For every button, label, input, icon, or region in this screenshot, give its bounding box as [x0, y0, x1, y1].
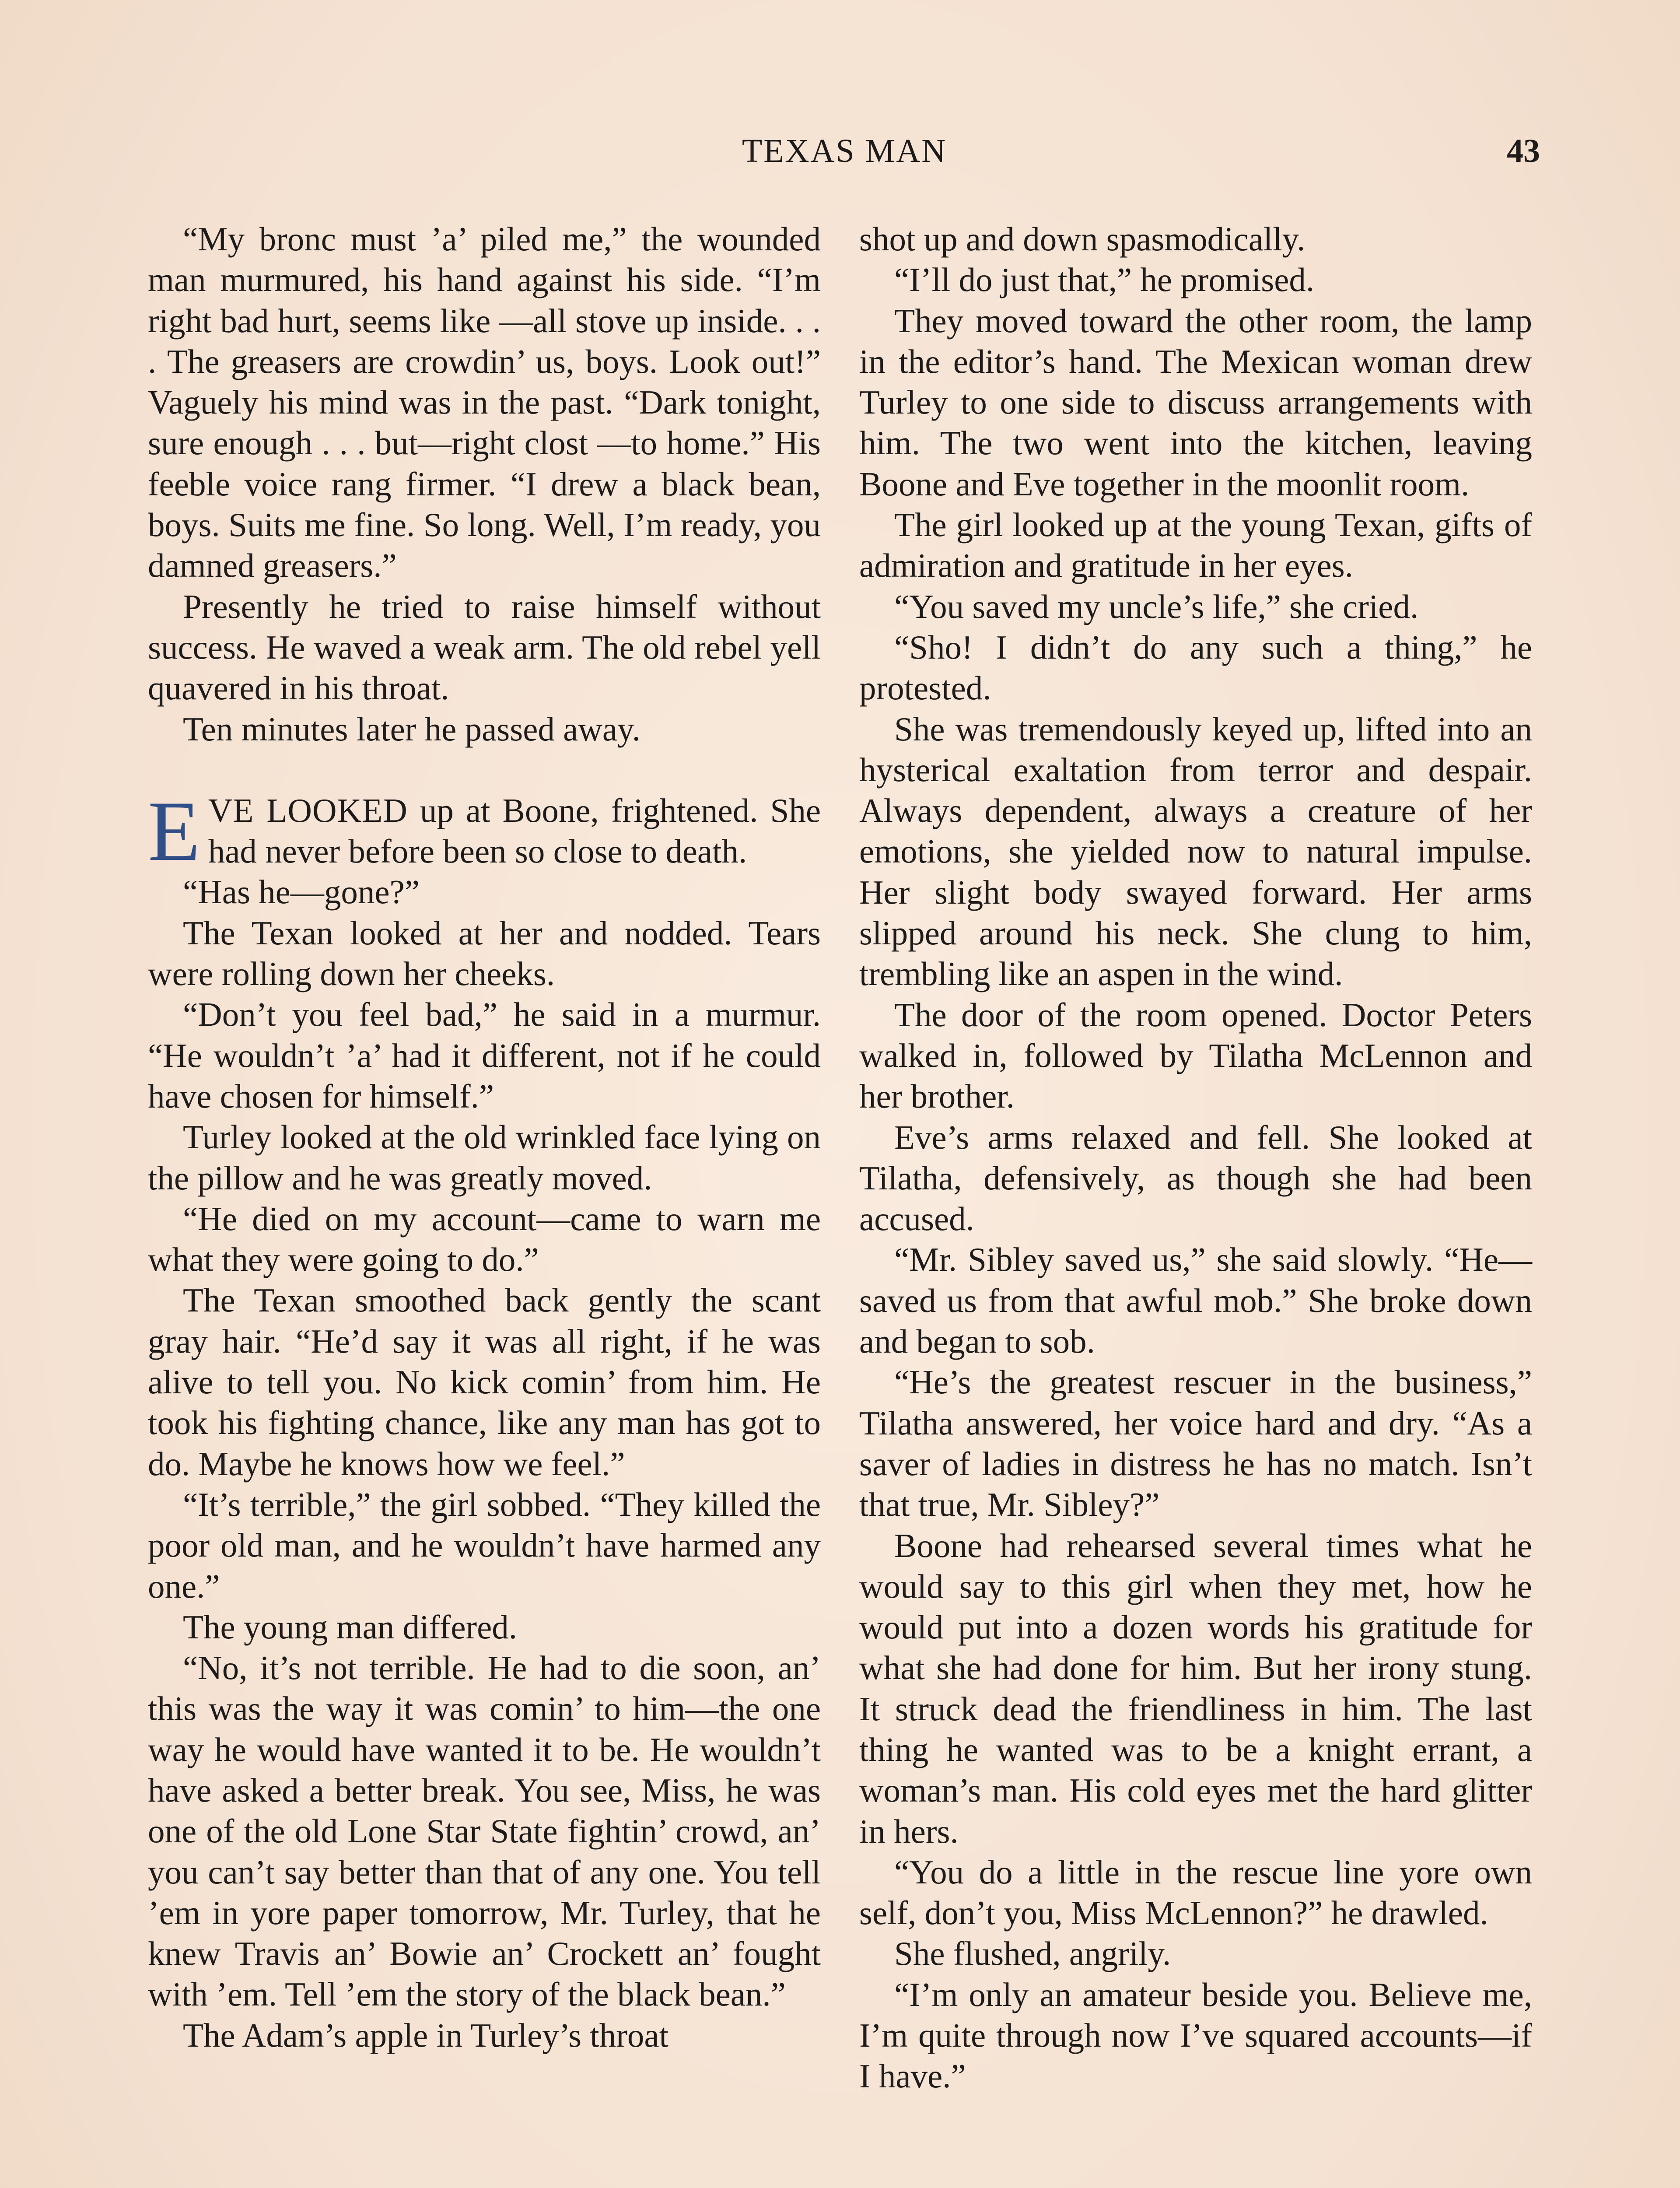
- opening-text: up at Boone, frightened. She had never before been so close to death.: [208, 791, 821, 870]
- continued-paragraph: shot up and down spasmodically.: [859, 220, 1306, 258]
- paragraph: The Adam’s apple in Turley’s throat: [183, 2016, 668, 2054]
- paragraph: She was tremendously keyed up, lifted into an hysterical exaltation from terror and despair. Always dependent, always a creature of her emotions, she yielded now to natural impulse. Her slight body swayed forward. Her arms slipped around his neck. She clung to him, trembling like an aspen in the wind.: [859, 710, 1532, 993]
- paragraph: “My bronc must ’a’ piled me,” the wounded man murmured, his hand against his side. “I’m right bad hurt, seems like —all stove up inside. . . . The greasers are crowdin’ us, boys. Look out!” Vaguely his mind was in the past. “Dark tonight, sure enough . . . but—right clost —to home.” His feeble voice rang firmer. “I drew a black bean, boys. Suits me fine. So long. Well, I’m ready, you damned greasers.”: [148, 220, 821, 585]
- paragraph: The girl looked up at the young Texan, gifts of admiration and gratitude in her eyes.: [859, 506, 1532, 585]
- paragraph: “It’s terrible,” the girl sobbed. “They killed the poor old man, and he wouldn’t have harmed any one.”: [148, 1485, 821, 1605]
- paragraph: “Don’t you feel bad,” he said in a murmur. “He wouldn’t ’a’ had it different, not if he could have chosen for himself.”: [148, 996, 821, 1115]
- paragraph: “No, it’s not terrible. He had to die soon, an’ this was the way it was comin’ to him—the one way he would have wanted it to be. He wouldn’t have asked a better break. You see, Miss, he was one of the old Lone Star State fightin’ crowd, an’ you can’t say better than that of any one. You tell ’em in yore paper tomorrow, Mr. Turley, that he knew Travis an’ Bowie an’ Crockett an’ fought with ’em. Tell ’em the story of the black bean.”: [148, 1649, 821, 2013]
- paragraph: “I’m only an amateur beside you. Believe me, I’m quite through now I’ve squared accounts—if I have.”: [859, 1975, 1532, 2095]
- drop-cap: E: [148, 783, 200, 879]
- page-header: [149, 127, 1540, 175]
- paragraph: The Texan looked at her and nodded. Tears were rolling down her cheeks.: [148, 914, 821, 993]
- paragraph: “Sho! I didn’t do any such a thing,” he protested.: [859, 628, 1532, 707]
- paragraph: Presently he tried to raise himself without success. He waved a weak arm. The old rebel yell quavered in his throat.: [148, 587, 821, 707]
- paragraph: Eve’s arms relaxed and fell. She looked at Tilatha, defensively, as though she had been accused.: [859, 1118, 1532, 1238]
- paragraph: “He died on my account—came to warn me what they were going to do.”: [148, 1199, 821, 1279]
- paragraph: They moved toward the other room, the lamp in the editor’s hand. The Mexican woman drew Turley to one side to discuss arrangements with him. The two went into the kitchen, leaving Boone and Eve together in the moonlit room.: [859, 302, 1532, 503]
- left-column: [148, 219, 821, 2056]
- paragraph: The Texan smoothed back gently the scant gray hair. “He’d say it was all right, if he was alive to tell you. No kick comin’ from him. He took his fighting chance, like any man has got to do. Maybe he knows how we feel.”: [148, 1281, 821, 1483]
- caps-lead: VE LOOKED: [208, 791, 408, 829]
- paragraph: “He’s the greatest rescuer in the business,” Tilatha answered, her voice hard and dry. “As a saver of ladies in distress he has no match. Isn’t that true, Mr. Sibley?”: [859, 1363, 1532, 1524]
- right-column: [859, 219, 1532, 2097]
- paragraph: She flushed, angrily.: [894, 1935, 1171, 1973]
- paragraph: Boone had rehearsed several times what he would say to this girl when they met, how he would put into a dozen words his gratitude for what she had done for him. But her irony stung. It struck dead the friendliness in him. The last thing he wanted was to be a knight errant, a woman’s man. His cold eyes met the hard glitter in hers.: [859, 1526, 1532, 1850]
- paragraph: “You saved my uncle’s life,” she cried.: [894, 587, 1419, 625]
- paragraph: “Mr. Sibley saved us,” she said slowly. “He—saved us from that awful mob.” She broke down and began to sob.: [859, 1241, 1532, 1360]
- paragraph: “You do a little in the rescue line yore own self, don’t you, Miss McLennon?” he drawled.: [859, 1853, 1532, 1932]
- paragraph: “Has he—gone?”: [183, 873, 420, 911]
- section-break: [148, 750, 821, 790]
- paragraph: The young man differed.: [183, 1608, 518, 1646]
- paragraph: Turley looked at the old wrinkled face lying on the pillow and he was greatly moved.: [148, 1118, 821, 1197]
- section-opening-paragraph: [148, 783, 821, 879]
- page-number: 43: [1507, 133, 1540, 169]
- paragraph: “I’ll do just that,” he promised.: [894, 261, 1315, 299]
- running-title: TEXAS MAN: [742, 133, 947, 169]
- paragraph: Ten minutes later he passed away.: [183, 710, 640, 748]
- paragraph: The door of the room opened. Doctor Peters walked in, followed by Tilatha McLennon and her brother.: [859, 996, 1532, 1115]
